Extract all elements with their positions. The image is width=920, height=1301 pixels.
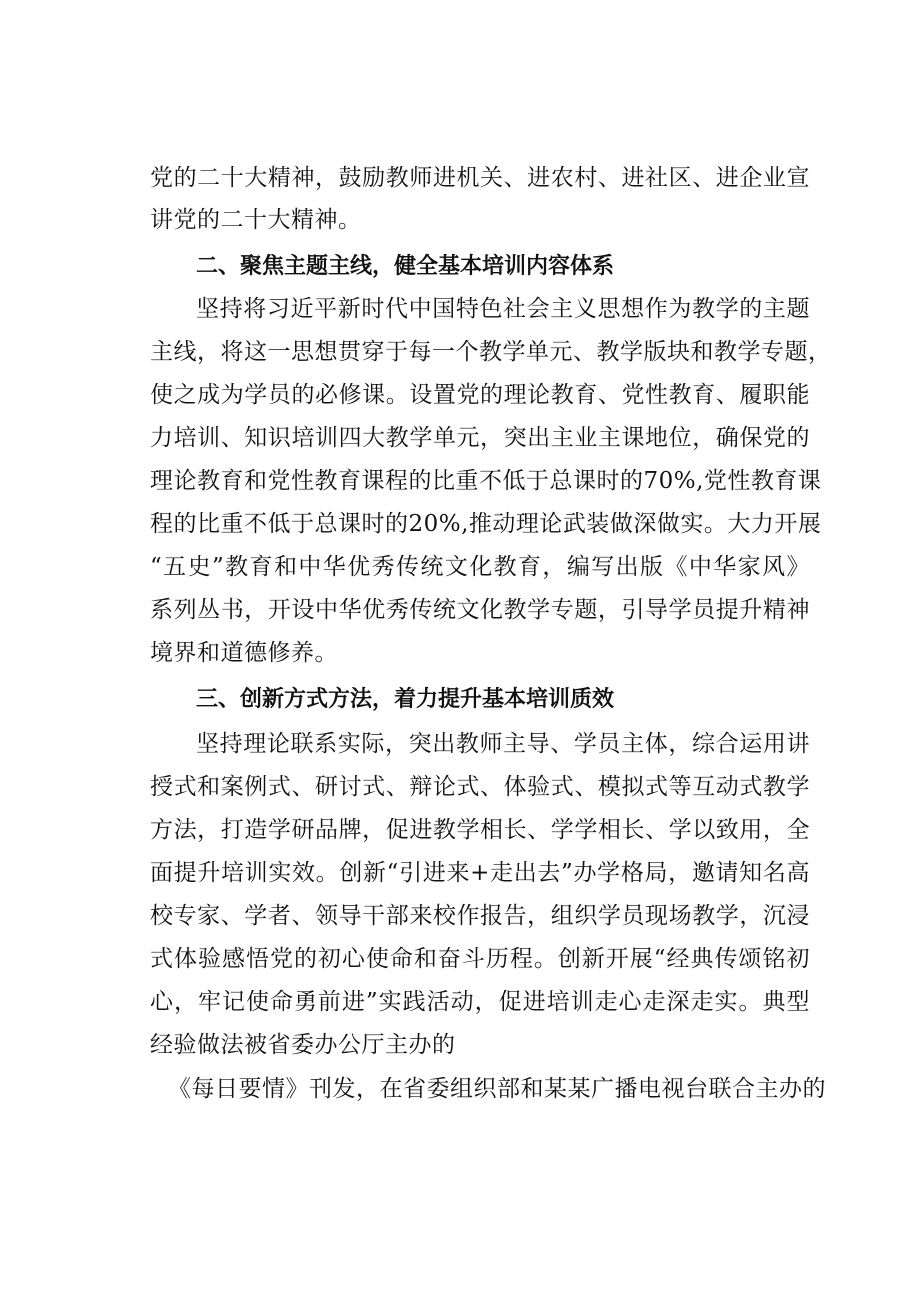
section-3-paragraph-line: 校专家、学者、领导干部来校作报告，组织学员现场教学，沉浸	[150, 903, 810, 929]
section-2-paragraph-line: 力培训、知识培训四大教学单元，突出主业主课地位，确保党的	[150, 425, 810, 451]
section-3-paragraph-line: 坚持理论联系实际，突出教师主导、学员主体，综合运用讲	[196, 731, 810, 757]
intro-line-1: 党的二十大精神，鼓励教师进机关、进农村、进社区、进企业宣	[150, 165, 810, 191]
section-2-paragraph-line: 使之成为学员的必修课。设置党的理论教育、党性教育、履职能	[150, 382, 810, 408]
section-3-continuation-line: 《每日要情》刊发，在省委组织部和某某广播电视台联合主办的	[168, 1076, 826, 1102]
section-2-heading: 二、聚焦主题主线，健全基本培训内容体系	[196, 254, 615, 279]
section-2-paragraph-line: 境界和道德修养。	[150, 640, 338, 666]
section-2-paragraph-line: 理论教育和党性教育课程的比重不低于总课时的70%,党性教育课	[150, 468, 822, 494]
section-3-paragraph-line: 心，牢记使命勇前进”实践活动，促进培训走心走深走实。典型	[150, 989, 810, 1015]
section-2-paragraph-line: 系列丛书，开设中华优秀传统文化教学专题，引导学员提升精神	[150, 597, 810, 623]
section-2-paragraph-line: 程的比重不低于总课时的20%,推动理论武装做深做实。大力开展	[150, 511, 822, 537]
section-3-paragraph-line: 面提升培训实效。创新“引进来+走出去”办学格局，邀请知名高	[150, 860, 810, 886]
section-2-paragraph-line: 坚持将习近平新时代中国特色社会主义思想作为教学的主题	[196, 296, 810, 322]
section-3-paragraph-line: 式体验感悟党的初心使命和奋斗历程。创新开展“经典传颂铭初	[150, 946, 810, 972]
section-3-heading: 三、创新方式方法，着力提升基本培训质效	[196, 687, 615, 712]
section-3-paragraph-line: 经验做法被省委办公厅主办的	[150, 1032, 456, 1058]
section-2-paragraph-line: “五史”教育和中华优秀传统文化教育，编写出版《中华家风》	[150, 554, 810, 580]
section-3-paragraph-line: 授式和案例式、研讨式、辩论式、体验式、模拟式等互动式教学	[150, 774, 810, 800]
section-3-paragraph-line: 方法，打造学研品牌，促进教学相长、学学相长、学以致用，全	[150, 817, 810, 843]
section-2-paragraph-line: 主线，将这一思想贯穿于每一个教学单元、教学版块和教学专题，	[150, 339, 832, 365]
intro-line-2: 讲党的二十大精神。	[150, 207, 362, 233]
